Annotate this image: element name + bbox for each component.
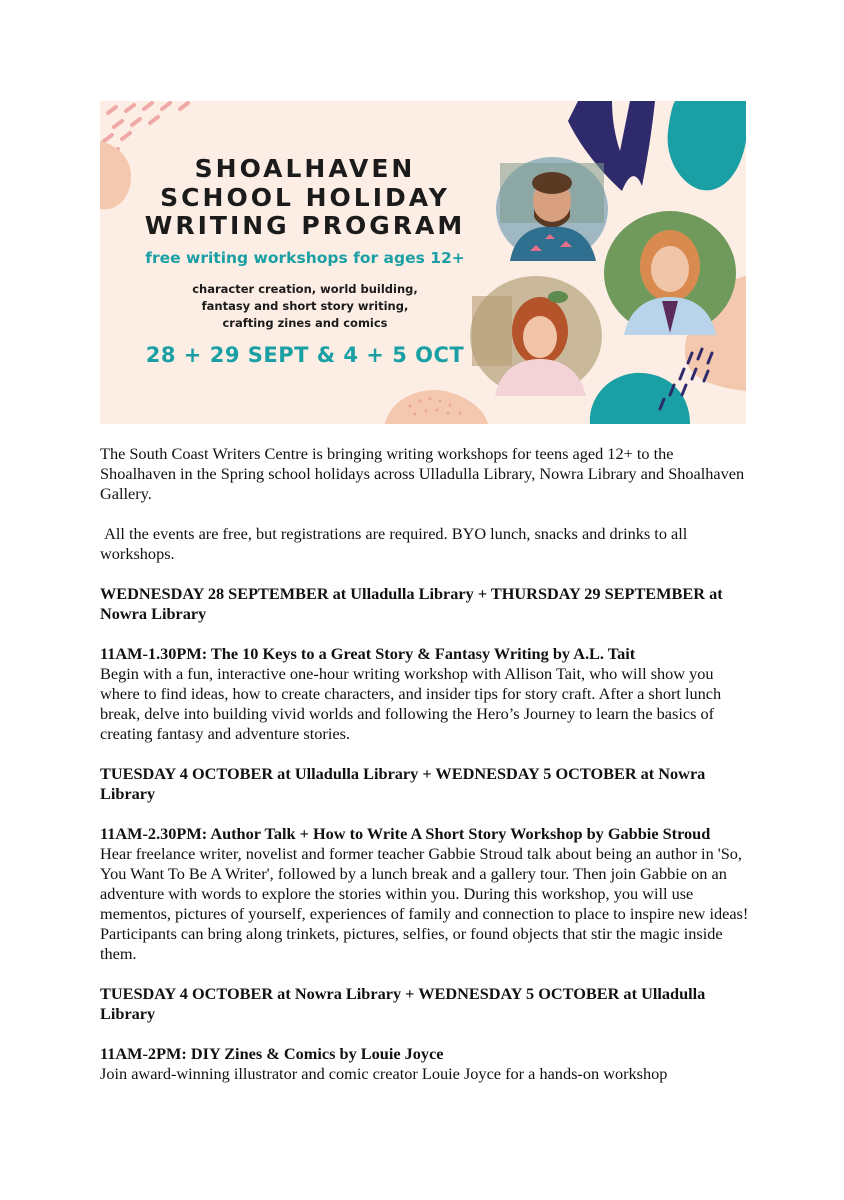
- session-title: 11AM-2.30PM: Author Talk + How to Write A Short Story Workshop by Gabbie Stroud: [100, 824, 711, 843]
- session-description: Begin with a fun, interactive one-hour writing workshop with Allison Tait, who will show you where to find ideas, how to create characters, and insider tips for story craft. After a short lunch break, delve into building vivid worlds and following the Hero’s Journey to learn the basics of creating fantasy and adventure stories.: [100, 664, 722, 743]
- banner-topics-line: character creation, world building,: [192, 282, 418, 296]
- section-heading: WEDNESDAY 28 SEPTEMBER at Ulladulla Library + THURSDAY 29 SEPTEMBER at Nowra Library: [100, 584, 723, 623]
- banner-topics: [120, 281, 490, 332]
- banner-title: [120, 155, 490, 241]
- portrait-photo-1: [496, 157, 608, 261]
- banner-title-line: SHOALHAVEN: [194, 154, 416, 183]
- program-banner: [100, 101, 746, 424]
- banner-topics-line: crafting zines and comics: [222, 316, 388, 330]
- portrait-photo-2: [604, 211, 736, 335]
- peach-blob-bottom-decoration: [385, 390, 488, 424]
- banner-title-line: SCHOOL HOLIDAY: [160, 182, 450, 212]
- banner-subtitle: free writing workshops for ages 12+: [145, 249, 465, 267]
- document-body: [100, 444, 750, 1084]
- registration-note: All the events are free, but registrations are required. BYO lunch, snacks and drinks to all workshops.: [100, 524, 688, 563]
- banner-topics-line: fantasy and short story writing,: [201, 299, 409, 313]
- session-description: Join award-winning illustrator and comic creator Louie Joyce for a hands-on workshop: [100, 1064, 668, 1083]
- pink-dashes-decoration: [104, 103, 188, 155]
- intro-paragraph: The South Coast Writers Centre is bringing writing workshops for teens aged 12+ to the Shoalhaven in the Spring school holidays across Ulladulla Library, Nowra Library and Shoalhaven Gallery.: [100, 444, 745, 503]
- session-title: 11AM-1.30PM: The 10 Keys to a Great Story & Fantasy Writing by A.L. Tait: [100, 644, 636, 663]
- teal-blob-bottom-decoration: [590, 373, 690, 424]
- section-heading: TUESDAY 4 OCTOBER at Ulladulla Library + WEDNESDAY 5 OCTOBER at Nowra Library: [100, 764, 706, 803]
- teal-blob-decoration: [668, 101, 746, 190]
- section-heading: TUESDAY 4 OCTOBER at Nowra Library + WEDNESDAY 5 OCTOBER at Ulladulla Library: [100, 984, 706, 1023]
- session-description: Hear freelance writer, novelist and former teacher Gabbie Stroud talk about being an author in 'So, You Want To Be A Writer', followed by a lunch break and a gallery tour. Then join Gabbie on an adventure with words to explore the stories within you. During this workshop, you will use mementos, pictures of yourself, experiences of family and connection to place to inspire new ideas! Participants can bring along trinkets, pictures, selfies, or found objects that stir the magic inside them.: [100, 844, 749, 963]
- banner-title-line: WRITING PROGRAM: [144, 211, 466, 240]
- session-title: 11AM-2PM: DIY Zines & Comics by Louie Joyce: [100, 1044, 444, 1063]
- banner-dates: 28 + 29 SEPT & 4 + 5 OCT: [145, 343, 465, 367]
